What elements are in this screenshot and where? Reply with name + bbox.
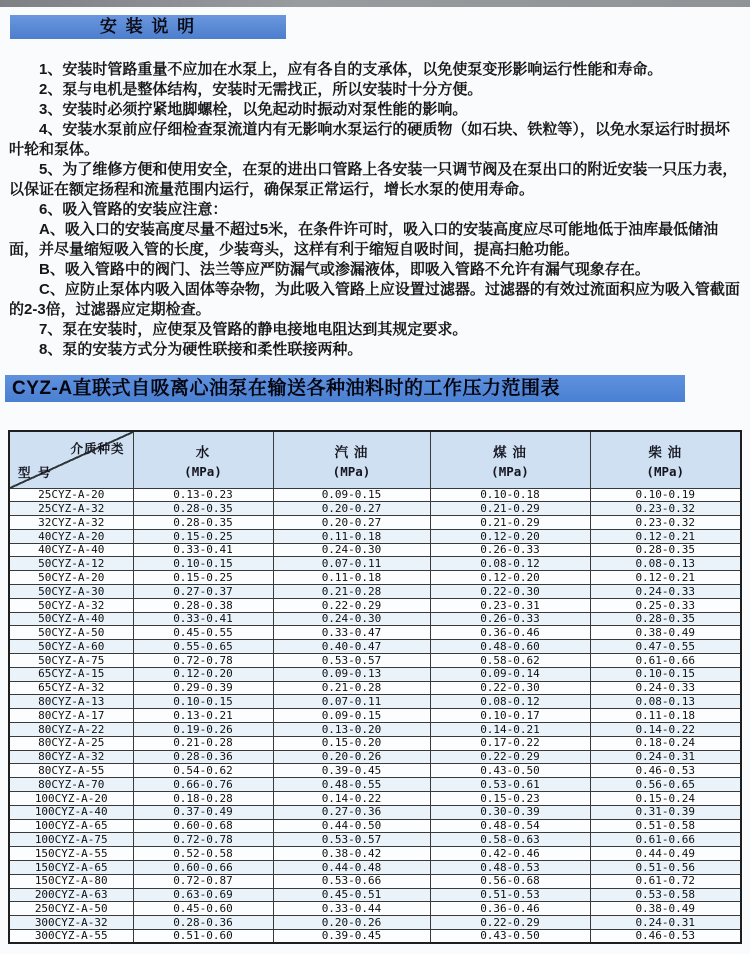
pressure-value-cell: 0.38-0.49 <box>590 626 741 640</box>
table-row <box>9 529 741 543</box>
model-cell: 50CYZ-A-40 <box>9 612 133 626</box>
pressure-value-cell: 0.21-0.29 <box>430 516 590 530</box>
model-cell: 50CYZ-A-50 <box>9 626 133 640</box>
pressure-value-cell: 0.20-0.27 <box>273 502 430 516</box>
table-row <box>9 723 741 737</box>
table-row <box>9 792 741 806</box>
column-header <box>133 431 273 488</box>
table-row <box>9 571 741 585</box>
pressure-value-cell: 0.36-0.46 <box>430 626 590 640</box>
pressure-value-cell: 0.14-0.21 <box>430 723 590 737</box>
table-row <box>9 654 741 668</box>
pressure-value-cell: 0.12-0.20 <box>430 571 590 585</box>
corner-header-cell <box>9 431 133 488</box>
pressure-value-cell: 0.38-0.42 <box>273 847 430 861</box>
pressure-value-cell: 0.24-0.31 <box>590 916 741 930</box>
pressure-value-cell: 0.09-0.15 <box>273 709 430 723</box>
column-header <box>590 431 741 488</box>
instruction-item: C、应防止泵体内吸入固体等杂物，为此吸入管路上应设置过滤器。过滤器的有效过流面积应为吸入管截面的2-3倍，过滤器应定期检查。 <box>9 281 740 318</box>
pressure-value-cell: 0.07-0.11 <box>273 557 430 571</box>
model-cell: 200CYZ-A-63 <box>9 888 133 902</box>
model-cell: 150CYZ-A-65 <box>9 861 133 875</box>
table-row <box>9 516 741 530</box>
pressure-value-cell: 0.44-0.50 <box>273 819 430 833</box>
pressure-value-cell: 0.15-0.24 <box>590 792 741 806</box>
pressure-value-cell: 0.51-0.60 <box>133 930 273 944</box>
pressure-value-cell: 0.29-0.39 <box>133 681 273 695</box>
pressure-value-cell: 0.17-0.22 <box>430 736 590 750</box>
instruction-item: 1、安装时管路重量不应加在水泵上，应有各自的支承体，以免使泵变形影响运行性能和寿命。 <box>39 61 663 78</box>
pressure-value-cell: 0.28-0.35 <box>133 502 273 516</box>
pressure-value-cell: 0.07-0.11 <box>273 695 430 709</box>
pressure-value-cell: 0.37-0.49 <box>133 805 273 819</box>
pressure-value-cell: 0.45-0.51 <box>273 888 430 902</box>
pressure-value-cell: 0.21-0.28 <box>273 681 430 695</box>
table-row <box>9 681 741 695</box>
pressure-value-cell: 0.53-0.66 <box>273 874 430 888</box>
model-cell: 100CYZ-A-75 <box>9 833 133 847</box>
pressure-value-cell: 0.13-0.20 <box>273 723 430 737</box>
model-cell: 40CYZ-A-40 <box>9 543 133 557</box>
pressure-value-cell: 0.28-0.36 <box>133 750 273 764</box>
table-row <box>9 502 741 516</box>
pressure-value-cell: 0.23-0.32 <box>590 516 741 530</box>
pressure-value-cell: 0.13-0.23 <box>133 488 273 502</box>
pressure-value-cell: 0.61-0.66 <box>590 833 741 847</box>
pressure-value-cell: 0.31-0.39 <box>590 805 741 819</box>
table-row <box>9 640 741 654</box>
table-row <box>9 750 741 764</box>
pressure-value-cell: 0.51-0.58 <box>590 819 741 833</box>
pressure-value-cell: 0.56-0.68 <box>430 874 590 888</box>
column-header-unit: (MPa) <box>184 463 222 479</box>
model-cell: 80CYZ-A-17 <box>9 709 133 723</box>
pressure-value-cell: 0.24-0.33 <box>590 681 741 695</box>
pressure-value-cell: 0.53-0.57 <box>273 654 430 668</box>
model-cell: 80CYZ-A-25 <box>9 736 133 750</box>
pressure-value-cell: 0.56-0.65 <box>590 778 741 792</box>
pressure-value-cell: 0.46-0.53 <box>590 764 741 778</box>
pressure-value-cell: 0.28-0.35 <box>133 516 273 530</box>
pressure-value-cell: 0.46-0.53 <box>590 930 741 944</box>
pressure-value-cell: 0.10-0.18 <box>430 488 590 502</box>
model-cell: 100CYZ-A-20 <box>9 792 133 806</box>
pressure-value-cell: 0.09-0.15 <box>273 488 430 502</box>
pressure-value-cell: 0.26-0.33 <box>430 612 590 626</box>
pressure-value-cell: 0.11-0.18 <box>590 709 741 723</box>
pressure-value-cell: 0.48-0.60 <box>430 640 590 654</box>
column-header-unit: (MPa) <box>332 463 371 479</box>
model-cell: 25CYZ-A-32 <box>9 502 133 516</box>
pressure-value-cell: 0.61-0.66 <box>590 654 741 668</box>
pressure-value-cell: 0.51-0.56 <box>590 861 741 875</box>
pressure-value-cell: 0.24-0.33 <box>590 585 741 599</box>
pressure-value-cell: 0.22-0.29 <box>430 916 590 930</box>
column-header-name: 柴 油 <box>648 444 683 460</box>
column-header-unit: (MPa) <box>646 463 685 479</box>
table-row <box>9 667 741 681</box>
corner-label-model: 型 号 <box>18 465 53 480</box>
pressure-value-cell: 0.72-0.87 <box>133 874 273 888</box>
column-header <box>273 431 430 488</box>
column-header-unit: (MPa) <box>491 463 529 479</box>
model-cell: 80CYZ-A-70 <box>9 778 133 792</box>
pressure-value-cell: 0.10-0.15 <box>590 667 741 681</box>
pressure-value-cell: 0.25-0.33 <box>590 598 741 612</box>
table-row <box>9 709 741 723</box>
table-row <box>9 695 741 709</box>
pressure-value-cell: 0.12-0.20 <box>430 529 590 543</box>
instruction-item: 4、安装水泵前应仔细检查泵流道内有无影响水泵运行的硬质物（如石块、铁粒等），以免水泵运行时损坏叶轮和泵体。 <box>9 121 730 158</box>
model-cell: 300CYZ-A-32 <box>9 916 133 930</box>
pressure-value-cell: 0.72-0.78 <box>133 654 273 668</box>
model-cell: 32CYZ-A-32 <box>9 516 133 530</box>
pressure-value-cell: 0.33-0.41 <box>133 612 273 626</box>
pressure-value-cell: 0.53-0.58 <box>590 888 741 902</box>
model-cell: 50CYZ-A-60 <box>9 640 133 654</box>
pressure-value-cell: 0.23-0.31 <box>430 598 590 612</box>
model-cell: 150CYZ-A-80 <box>9 874 133 888</box>
pressure-value-cell: 0.36-0.46 <box>430 902 590 916</box>
pressure-value-cell: 0.22-0.29 <box>273 598 430 612</box>
pressure-value-cell: 0.14-0.22 <box>273 792 430 806</box>
column-header-name: 汽 油 <box>334 444 369 460</box>
table-row <box>9 833 741 847</box>
pressure-value-cell: 0.20-0.26 <box>273 916 430 930</box>
pressure-value-cell: 0.54-0.62 <box>133 764 273 778</box>
table-row <box>9 778 741 792</box>
pressure-value-cell: 0.15-0.20 <box>273 736 430 750</box>
pressure-value-cell: 0.20-0.26 <box>273 750 430 764</box>
table-row <box>9 874 741 888</box>
instruction-item: B、吸入管路中的阀门、法兰等应严防漏气或渗漏液体，即吸入管路不允许有漏气现象存在。 <box>39 261 650 278</box>
pressure-value-cell: 0.13-0.21 <box>133 709 273 723</box>
pressure-value-cell: 0.72-0.78 <box>133 833 273 847</box>
pressure-value-cell: 0.30-0.39 <box>430 805 590 819</box>
pressure-value-cell: 0.39-0.45 <box>273 764 430 778</box>
pressure-value-cell: 0.45-0.55 <box>133 626 273 640</box>
pressure-value-cell: 0.19-0.26 <box>133 723 273 737</box>
model-cell: 65CYZ-A-15 <box>9 667 133 681</box>
model-cell: 65CYZ-A-32 <box>9 681 133 695</box>
pressure-value-cell: 0.43-0.50 <box>430 764 590 778</box>
table-row <box>9 488 741 502</box>
table-row <box>9 805 741 819</box>
pressure-value-cell: 0.22-0.29 <box>430 750 590 764</box>
pressure-value-cell: 0.08-0.12 <box>430 695 590 709</box>
model-cell: 50CYZ-A-30 <box>9 585 133 599</box>
corner-label-medium-type: 介质种类 <box>70 442 125 456</box>
pressure-value-cell: 0.24-0.31 <box>590 750 741 764</box>
pressure-value-cell: 0.27-0.37 <box>133 585 273 599</box>
model-cell: 80CYZ-A-55 <box>9 764 133 778</box>
pressure-value-cell: 0.09-0.13 <box>273 667 430 681</box>
pressure-value-cell: 0.28-0.38 <box>133 598 273 612</box>
table-row <box>9 736 741 750</box>
instruction-item: A、吸入口的安装高度尽量不超过5米，在条件许可时，吸入口的安装高度应尽可能地低于油库最低储油面，并尽量缩短吸入管的长度，少装弯头，这样有利于缩短自吸时间，提高扫舱功能。 <box>9 221 719 258</box>
pressure-value-cell: 0.40-0.47 <box>273 640 430 654</box>
column-header <box>430 431 590 488</box>
table-row <box>9 916 741 930</box>
pressure-value-cell: 0.47-0.55 <box>590 640 741 654</box>
table-header-row <box>9 431 741 488</box>
table-row <box>9 557 741 571</box>
table-row <box>9 902 741 916</box>
instruction-item: 5、为了维修方便和使用安全，在泵的进出口管路上各安装一只调节阀及在泵出口的附近安装一只压力表，以保证在额定扬程和流量范围内运行，确保泵正常运行，增长水泵的使用寿命。 <box>9 161 738 198</box>
model-cell: 25CYZ-A-20 <box>9 488 133 502</box>
pressure-value-cell: 0.60-0.68 <box>133 819 273 833</box>
pressure-value-cell: 0.12-0.20 <box>133 667 273 681</box>
pressure-value-cell: 0.15-0.25 <box>133 571 273 585</box>
section-title-installation: 安 装 说 明 <box>10 15 286 39</box>
pressure-value-cell: 0.38-0.49 <box>590 902 741 916</box>
pressure-table-title: CYZ-A直联式自吸离心油泵在输送各种油料时的工作压力范围表 <box>5 375 685 402</box>
pressure-value-cell: 0.52-0.58 <box>133 847 273 861</box>
pressure-value-cell: 0.33-0.41 <box>133 543 273 557</box>
model-cell: 100CYZ-A-40 <box>9 805 133 819</box>
pressure-value-cell: 0.11-0.18 <box>273 529 430 543</box>
pressure-value-cell: 0.22-0.30 <box>430 681 590 695</box>
table-row <box>9 585 741 599</box>
pressure-value-cell: 0.33-0.44 <box>273 902 430 916</box>
pressure-value-cell: 0.48-0.54 <box>430 819 590 833</box>
pressure-value-cell: 0.45-0.60 <box>133 902 273 916</box>
pressure-value-cell: 0.28-0.35 <box>590 612 741 626</box>
pressure-value-cell: 0.15-0.23 <box>430 792 590 806</box>
pressure-value-cell: 0.63-0.69 <box>133 888 273 902</box>
pressure-value-cell: 0.42-0.46 <box>430 847 590 861</box>
pressure-value-cell: 0.28-0.35 <box>590 543 741 557</box>
pressure-value-cell: 0.21-0.29 <box>430 502 590 516</box>
pressure-value-cell: 0.24-0.30 <box>273 612 430 626</box>
pressure-value-cell: 0.23-0.32 <box>590 502 741 516</box>
pressure-value-cell: 0.08-0.13 <box>590 695 741 709</box>
pressure-value-cell: 0.39-0.45 <box>273 930 430 944</box>
model-cell: 50CYZ-A-75 <box>9 654 133 668</box>
pressure-value-cell: 0.28-0.36 <box>133 916 273 930</box>
pressure-value-cell: 0.18-0.28 <box>133 792 273 806</box>
pressure-value-cell: 0.60-0.66 <box>133 861 273 875</box>
pressure-value-cell: 0.09-0.14 <box>430 667 590 681</box>
instruction-item: 8、泵的安装方式分为硬性联接和柔性联接两种。 <box>39 341 363 358</box>
column-header-name: 煤 油 <box>493 444 527 460</box>
pressure-value-cell: 0.21-0.28 <box>133 736 273 750</box>
instructions <box>0 60 750 360</box>
model-cell: 40CYZ-A-20 <box>9 529 133 543</box>
pressure-value-cell: 0.10-0.19 <box>590 488 741 502</box>
table-row <box>9 626 741 640</box>
table-row <box>9 861 741 875</box>
pressure-value-cell: 0.61-0.72 <box>590 874 741 888</box>
instruction-item: 3、安装时必须拧紧地脚螺栓，以免起动时振动对泵性能的影响。 <box>39 101 468 118</box>
table-row <box>9 598 741 612</box>
pressure-value-cell: 0.24-0.30 <box>273 543 430 557</box>
pressure-range-table <box>8 430 742 944</box>
pressure-value-cell: 0.18-0.24 <box>590 736 741 750</box>
model-cell: 100CYZ-A-65 <box>9 819 133 833</box>
pressure-value-cell: 0.48-0.55 <box>273 778 430 792</box>
model-cell: 80CYZ-A-13 <box>9 695 133 709</box>
pressure-value-cell: 0.22-0.30 <box>430 585 590 599</box>
model-cell: 50CYZ-A-12 <box>9 557 133 571</box>
pressure-value-cell: 0.12-0.21 <box>590 571 741 585</box>
pressure-value-cell: 0.12-0.21 <box>590 529 741 543</box>
table-row <box>9 847 741 861</box>
model-cell: 300CYZ-A-55 <box>9 930 133 944</box>
pressure-value-cell: 0.55-0.65 <box>133 640 273 654</box>
table-body <box>9 488 741 943</box>
pressure-value-cell: 0.58-0.63 <box>430 833 590 847</box>
pressure-value-cell: 0.10-0.15 <box>133 695 273 709</box>
pressure-value-cell: 0.10-0.17 <box>430 709 590 723</box>
model-cell: 50CYZ-A-20 <box>9 571 133 585</box>
model-cell: 150CYZ-A-55 <box>9 847 133 861</box>
pressure-value-cell: 0.48-0.53 <box>430 861 590 875</box>
pressure-value-cell: 0.44-0.48 <box>273 861 430 875</box>
table-row <box>9 819 741 833</box>
pressure-value-cell: 0.26-0.33 <box>430 543 590 557</box>
pressure-value-cell: 0.53-0.57 <box>273 833 430 847</box>
pressure-value-cell: 0.44-0.49 <box>590 847 741 861</box>
instruction-item: 2、泵与电机是整体结构，安装时无需找正，所以安装时十分方便。 <box>39 81 483 98</box>
instruction-item: 7、泵在安装时，应使泵及管路的静电接地电阻达到其规定要求。 <box>39 321 468 338</box>
pressure-value-cell: 0.27-0.36 <box>273 805 430 819</box>
table-row <box>9 930 741 944</box>
pressure-value-cell: 0.10-0.15 <box>133 557 273 571</box>
model-cell: 80CYZ-A-32 <box>9 750 133 764</box>
table-row <box>9 888 741 902</box>
pressure-value-cell: 0.08-0.12 <box>430 557 590 571</box>
model-cell: 250CYZ-A-50 <box>9 902 133 916</box>
table-row <box>9 543 741 557</box>
scan-edge-strip <box>0 0 750 7</box>
pressure-value-cell: 0.08-0.13 <box>590 557 741 571</box>
model-cell: 50CYZ-A-32 <box>9 598 133 612</box>
pressure-value-cell: 0.51-0.53 <box>430 888 590 902</box>
pressure-value-cell: 0.11-0.18 <box>273 571 430 585</box>
pressure-value-cell: 0.53-0.61 <box>430 778 590 792</box>
pressure-value-cell: 0.43-0.50 <box>430 930 590 944</box>
table-row <box>9 764 741 778</box>
column-header-name: 水 <box>195 444 211 460</box>
pressure-value-cell: 0.15-0.25 <box>133 529 273 543</box>
pressure-value-cell: 0.33-0.47 <box>273 626 430 640</box>
pressure-value-cell: 0.21-0.28 <box>273 585 430 599</box>
pressure-value-cell: 0.20-0.27 <box>273 516 430 530</box>
pressure-value-cell: 0.14-0.22 <box>590 723 741 737</box>
instruction-item: 6、吸入管路的安装应注意： <box>39 201 228 218</box>
model-cell: 80CYZ-A-22 <box>9 723 133 737</box>
pressure-value-cell: 0.66-0.76 <box>133 778 273 792</box>
pressure-value-cell: 0.58-0.62 <box>430 654 590 668</box>
table-row <box>9 612 741 626</box>
